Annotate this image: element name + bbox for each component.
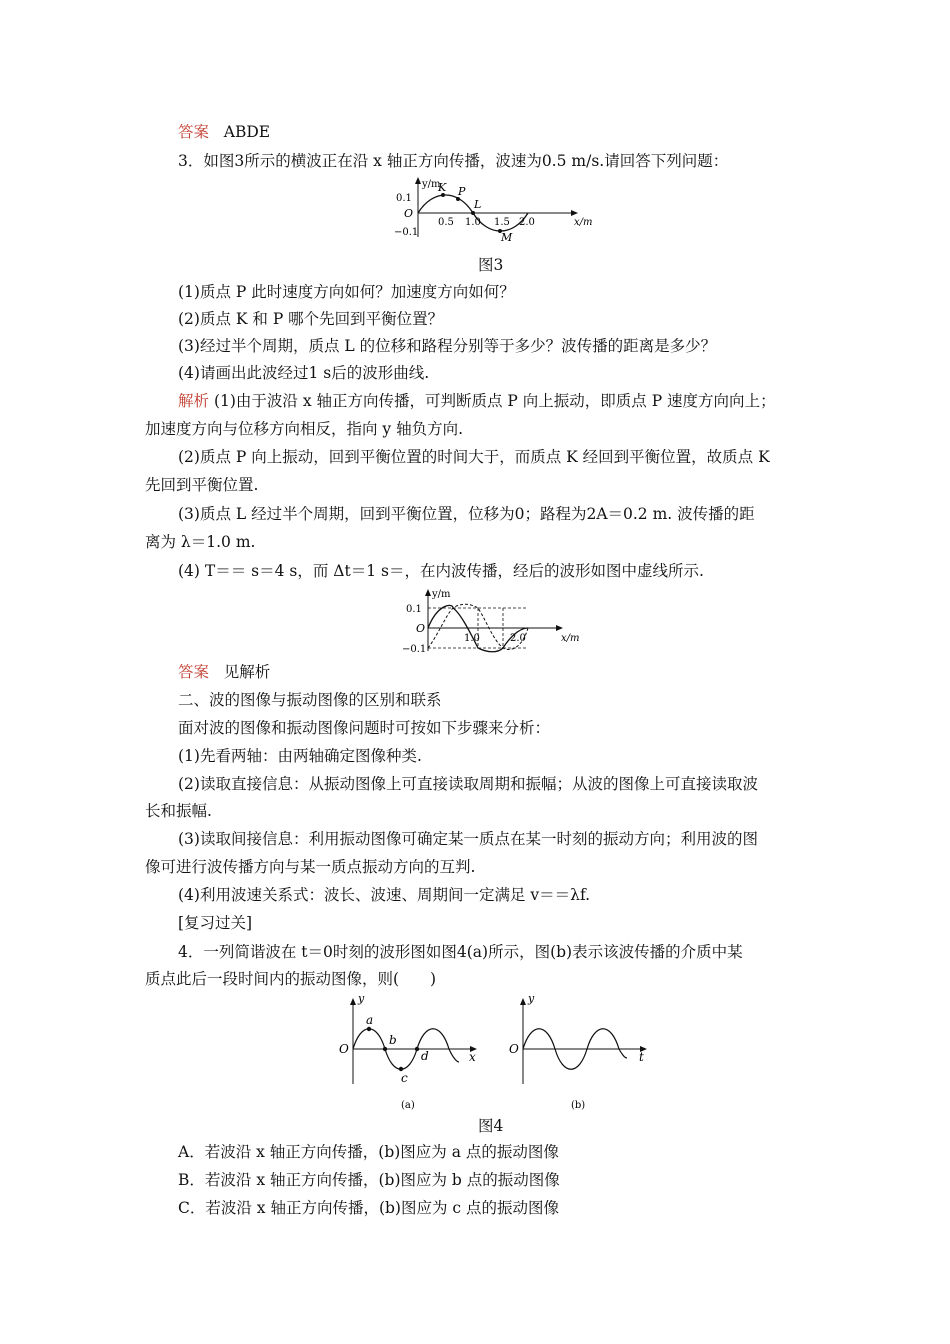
analysis-p2b: 先回到平衡位置. [145, 476, 259, 494]
analysis-p1a: 解析 (1)由于波沿 x 轴正方向传播，可判断质点 P 向上振动，即质点 P 速度方向向上； [178, 392, 776, 410]
y-axis-label: y/m [432, 589, 451, 600]
q3-sub4: (4)请画出此波经过1 s后的波形曲线. [178, 364, 430, 382]
analysis-p2a: (2)质点 P 向上振动，回到平衡位置的时间大于，而质点 K 经回到平衡位置，故质点 K [178, 448, 770, 466]
analysis-p1b: 加速度方向与位移方向相反，指向 y 轴负方向. [145, 420, 464, 438]
x-axis-label: x/m [561, 633, 580, 644]
x-axis-label: x/m [574, 217, 593, 228]
x-tick-2.0: 2.0 [510, 633, 526, 644]
figure-4a-wave-graph [335, 992, 485, 1112]
point-d-dot [415, 1047, 419, 1051]
option-a: A．若波沿 x 轴正方向传播，(b)图应为 a 点的振动图像 [178, 1143, 559, 1161]
point-b-label: b [389, 1033, 397, 1047]
origin-label: O [404, 207, 414, 220]
section-2-step1: (1)先看两轴：由两轴确定图像种类. [178, 747, 422, 765]
section-2-title: 二、波的图像与振动图像的区别和联系 [178, 691, 442, 709]
analysis-wave-graph [398, 585, 588, 655]
answer-value: ABDE [223, 123, 271, 141]
x-tick-0.5: 0.5 [438, 217, 454, 228]
section-2-intro: 面对波的图像和振动图像问题时可按如下步骤来分析： [178, 719, 551, 737]
x-tick-1.5: 1.5 [494, 217, 510, 228]
y-pos-tick: 0.1 [406, 604, 422, 615]
y-neg-tick: −0.1 [402, 644, 427, 655]
x-tick-1.0: 1.0 [465, 217, 481, 228]
figure-3-wave-graph [388, 175, 608, 245]
figure-b-label: (b) [571, 1100, 586, 1111]
question-3: 3．如图3所示的横波正在沿 x 轴正方向传播，波速为0.5 m/s.请回答下列问题： [178, 152, 729, 170]
point-k-label: K [438, 181, 447, 194]
figure-4-caption: 图4 [478, 1117, 504, 1135]
origin-label: O [339, 1042, 349, 1056]
point-l-label: L [474, 198, 482, 211]
analysis-p3a: (3)质点 L 经过半个周期，回到平衡位置，位移为0；路程为2A＝0.2 m. 波传播的距 [178, 505, 755, 523]
figure-3-caption: 图3 [478, 256, 504, 274]
section-2-step3b: 像可进行波传播方向与某一质点振动方向的互判. [145, 858, 476, 876]
point-c-label: c [401, 1071, 408, 1085]
option-c: C．若波沿 x 轴正方向传播，(b)图应为 c 点的振动图像 [178, 1199, 560, 1217]
section-2-step2b: 长和振幅. [145, 802, 212, 820]
point-d-label: d [421, 1049, 429, 1063]
answer-label: 答案 [178, 663, 210, 681]
x-axis-label: x [469, 1050, 476, 1064]
answer-line-1 [178, 121, 270, 143]
figure-a-label: (a) [401, 1100, 415, 1111]
y-neg-tick: −0.1 [394, 227, 419, 238]
point-p-label: P [458, 185, 466, 198]
answer-label: 答案 [178, 123, 210, 141]
review-heading: [复习过关] [178, 914, 253, 932]
y-axis-label: y/m [422, 179, 441, 190]
section-2-step3a: (3)读取间接信息：利用振动图像可确定某一质点在某一时刻的振动方向；利用波的图 [178, 830, 758, 848]
answer-line-2 [178, 661, 270, 683]
t-axis-label: t [639, 1050, 644, 1064]
section-2-step4: (4)利用波速关系式：波长、波速、周期间一定满足 v＝＝λf. [178, 886, 591, 904]
y-pos-tick: 0.1 [396, 193, 412, 204]
y-axis-label: y [528, 992, 535, 1005]
q3-sub3: (3)经过半个周期，质点 L 的位移和路程分别等于多少？波传播的距离是多少？ [178, 337, 717, 355]
x-tick-1.0: 1.0 [464, 633, 480, 644]
option-b: B．若波沿 x 轴正方向传播，(b)图应为 b 点的振动图像 [178, 1171, 560, 1189]
analysis-p4: (4) T＝＝ s＝4 s，而 Δt＝1 s＝，在内波传播，经后的波形如图中虚线所示. [178, 562, 704, 580]
q3-sub2: (2)质点 K 和 P 哪个先回到平衡位置？ [178, 310, 444, 328]
point-a-label: a [366, 1013, 374, 1027]
q3-sub1: (1)质点 P 此时速度方向如何？加速度方向如何？ [178, 283, 515, 301]
answer-value: 见解析 [223, 663, 271, 681]
figure-4b-vibration-graph [505, 992, 655, 1112]
x-tick-2.0: 2.0 [519, 217, 535, 228]
point-l-dot [471, 211, 475, 215]
point-b-dot [383, 1047, 387, 1051]
analysis-p3b: 离为 λ＝1.0 m. [145, 533, 256, 551]
question-4-line1: 4．一列简谐波在 t＝0时刻的波形图如图4(a)所示，图(b)表示该波传播的介质中某 [178, 943, 743, 961]
point-m-label: M [501, 231, 513, 244]
origin-label: O [416, 622, 426, 635]
y-axis-label: y [358, 992, 365, 1005]
analysis-label: 解析 [178, 392, 210, 410]
point-a-dot [367, 1027, 371, 1031]
origin-label: O [509, 1042, 519, 1056]
section-2-step2a: (2)读取直接信息：从振动图像上可直接读取周期和振幅；从波的图像上可直接读取波 [178, 775, 758, 793]
question-4-line2: 质点此后一段时间内的振动图像，则( ) [145, 970, 437, 988]
